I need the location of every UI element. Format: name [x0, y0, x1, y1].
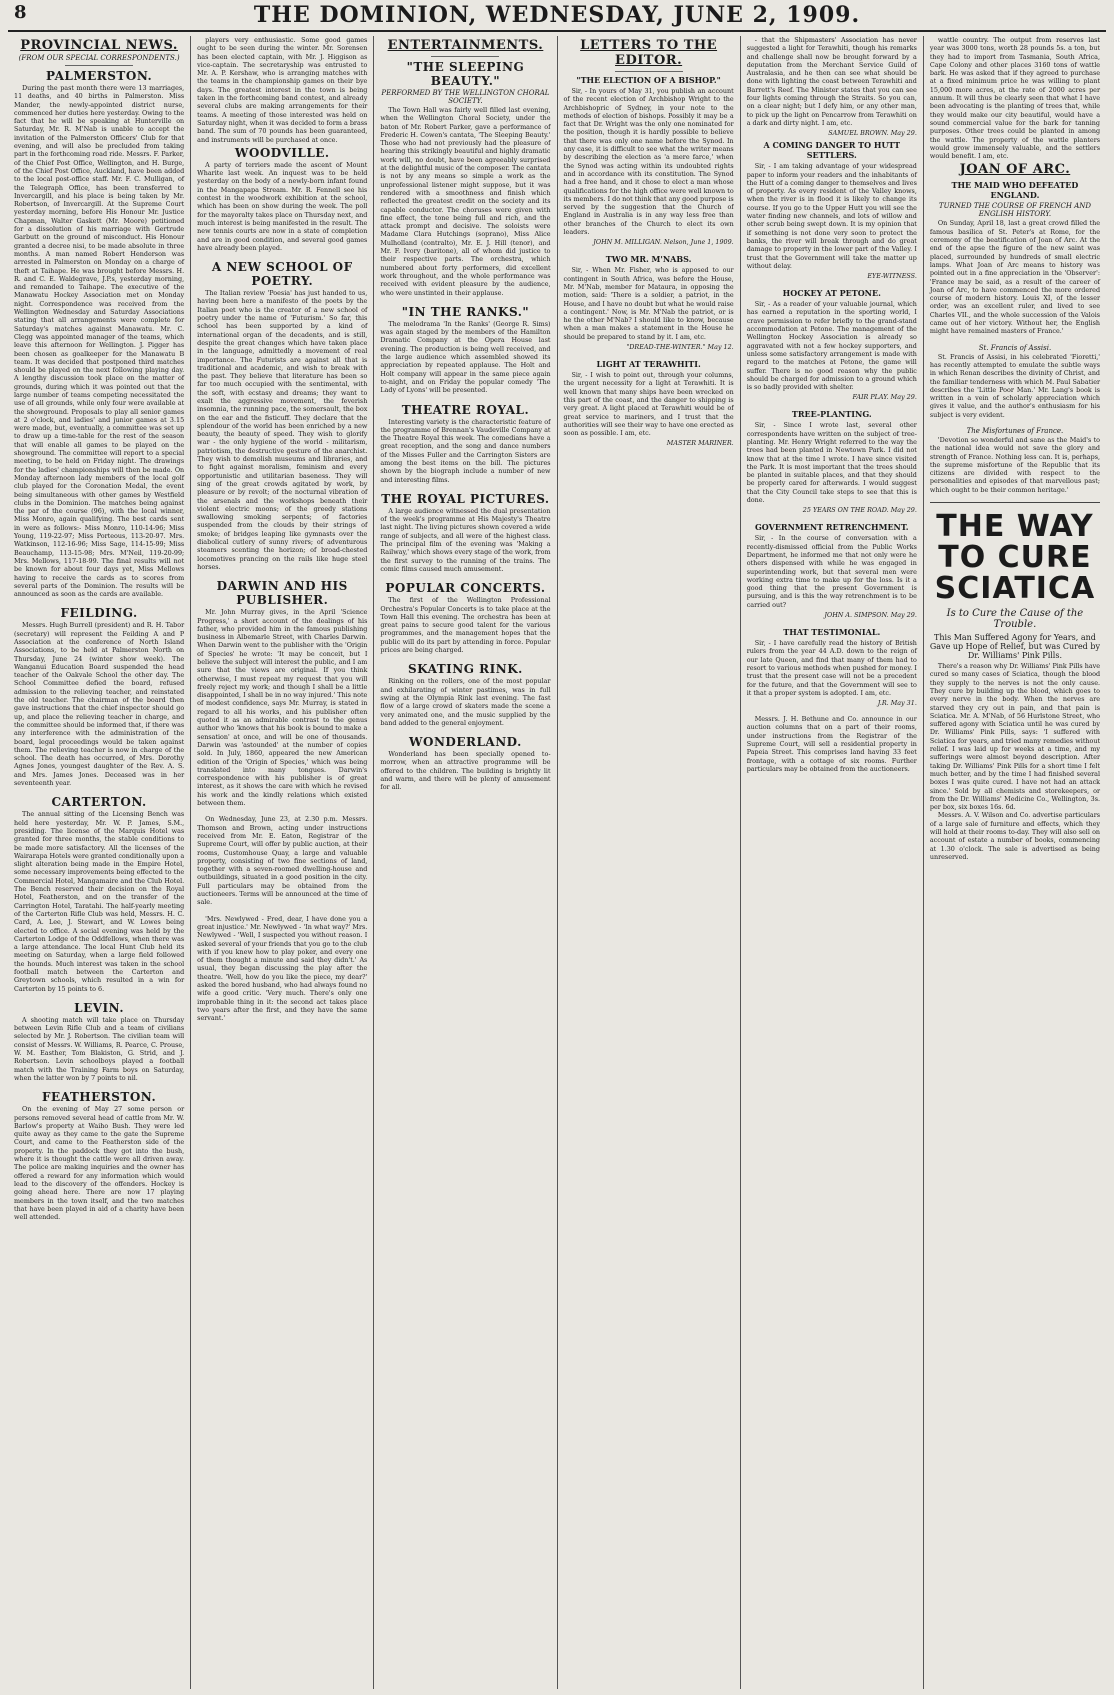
article — [197, 579, 367, 807]
section-header: ENTERTAINMENTS. — [387, 38, 544, 53]
letter-signature: J.R. May 31. — [877, 699, 917, 708]
article-heading: PALMERSTON. — [45, 69, 153, 83]
letter-signature: JOHN A. SIMPSON. May 29. — [824, 611, 917, 620]
column-news-continued — [191, 36, 374, 1689]
article — [930, 202, 1100, 335]
article-body: The annual sitting of the Licensing Bench was held here yesterday, Mr. W. P. James, S.M., presiding. The license of the Marquis Hotel was granted for three months, the stable conditions to be made more satisfactory. All the licenses of the Wairarapa Hotels were granted conditionally upon a slight alteration being made in the Empire Hotel, some necessary improvements being effected to the Commercial Hotel, Mangamaire and the Club Hotel. The Bench reserved their decision on the Royal Hotel, Featherston, and on the transfer of the Carrington Hotel, Taratahi. The half-yearly meeting of the Carterton Rifle Club was held, Messrs. H. C. Card, A. Lee, J. Stewart, and W. Lowes being elected to office. A social evening was held by the Carterton Lodge of the Oddfellows, when there was a large attendance. The local Hunt Club held its meeting on Saturday, when a large field followed the hounds. Much interest was taken in the school football match between the Carterton and Greytown schools, which resulted in a win for Carterton by 15 points to 6. — [14, 810, 185, 993]
article-body: A party of terriers made the ascent of Mount Wharite last week. An inquest was to be held yesterday on the body of a newly-born infant found in the Mangapapa Stream. Mr. R. Fennell see his contest in the woodwork exhibition at the school, which has been on show during the week. The poll for the mayoralty takes place on Thursday next, and much interest is being manifested in the result. The new tennis courts are now in a state of completion and are in good condition, and several good games have already been played. — [197, 160, 368, 252]
article — [380, 581, 550, 654]
article-body: 'Devotion so wonderful and sane as the Maid's to the national idea would not save the glory and strength of France. Nothing less can. It is, perhaps, the supreme misfortune of the Republic that its citizens are divided with respect to the personalities and episodes of that marvellous past; which ought to be their common heritage.' — [929, 435, 1101, 494]
letter-heading: LIGHT AT TERAWHITI. — [596, 359, 701, 370]
article-body: 'Mrs. Newlywed - Fred, dear, I have done you a great injustice.' Mr. Newlywed - 'In what way?' Mrs. Newlywed - 'Well, I suspected you without reason. I asked several of your friends that you go to the club with if you knew how to play poker, and every one of them thought a minute and said they didn't.' As usual, they began discussing the play after the theatre. 'Well, how do you like the piece, my dear?' asked the bored husband, who had always found no wife a good critic. 'Very much. There's only one improbable thing in it: the second act takes place two years after the first, and they have the same servant.' — [197, 914, 368, 1023]
article — [197, 915, 367, 1023]
column-joan-of-arc — [924, 36, 1106, 1689]
article-heading: St. Francis of Assisi. — [978, 343, 1052, 352]
letter-body: Sir, - Since I wrote last, several other correspondents have written on the subject of tree-planting. Mr. Henry Wright referred to the way the trees had been planted in Newtown Park. I did not know that at the time I wrote. I have since visited the Park. It is most important that the trees should be planted in suitable places, and that they should be properly cared for afterwards. I would suggest that the City Council take steps to see that this is done. — [746, 421, 917, 505]
section-header: JOAN OF ARC. — [959, 162, 1071, 178]
page-number: 8 — [14, 2, 27, 23]
letter-body: Sir, - I wish to point out, through your columns, the urgent necessity for a light at Terawhiti. It is well known that many ships have been wrecked on this part of the coast, and the danger to shipping is very great. A light placed at Terawhiti would be of great service to mariners, and I trust that the authorities will see their way to have one erected as soon as possible. I am, etc. — [563, 371, 734, 438]
article — [930, 344, 1100, 419]
article-heading: SKATING RINK. — [407, 662, 523, 677]
article-body: The Italian review 'Poesia' has just handed to us, having been here a manifesto of the poets by the Italian poet who is the creator of a new school of poetry under the name of 'Futurism.' So far, this school has been supported by a kind of international organ of the decadents, and is still, despite the great changes which have taken place in the language, admittedly a movement of real importance. The Futurists are against all that is traditional and academic, and wish to break with the past. They believe that literature has been so far too much occupied with the sentimental, with the soft, with ecstasy and dreams; they want to exalt the aggressive movement, the feverish insomnia, the running pace, the somersault, the box on the ear and the fisticuff. They declare that the splendour of the world has been enriched by a new beauty, the beauty of speed. They wish to glorify war - the only hygiene of the world - militarism, patriotism, the destructive gesture of the anarchist. They wish to demolish museums and libraries, and to fight against moralism, feminism and every opportunistic and utilitarian baseness. They will sing of the great crowds agitated by work, by pleasure or by revolt; of the nocturnal vibration of the arsenals and the workshops beneath their violent electric moons; of the greedy stations swallowing smoking serpents; of factories suspended from the clouds by their strings of smoke; of bridges leaping like gymnasts over the diabolical cutlery of sunny rivers; of adventurous steamers scenting the horizon; of broad-chested locomotives prancing on the rails like huge steel horses. — [197, 289, 368, 571]
letter — [564, 75, 734, 246]
letter-signature: FAIR PLAY. May 29. — [852, 393, 917, 402]
masthead — [8, 0, 1106, 32]
article — [380, 662, 550, 727]
auction-notice: Messrs. A. V. Wilson and Co. advertise particulars of a large sale of furniture and effects, which they will hold at their rooms to-day. They will also sell on account of estate a number of books, commencing at 1.30 o'clock. The sale is advertised as being unreserved. — [929, 811, 1101, 861]
column-entertainments — [374, 36, 557, 1689]
article-body: Rinking on the rollers, one of the most popular and exhilarating of winter pastimes, was in full swing at the Olympia Rink last evening. The fast flow of a large crowd of skaters made the scene a very animated one, and the music supplied by the band added to the general enjoyment. — [380, 677, 551, 727]
article — [197, 146, 367, 252]
article — [14, 1001, 184, 1082]
article-body: The melodrama 'In the Ranks' (George R. Sims) was again staged by the members of the Hamilton Dramatic Company at the Opera House last evening. The production is being well received, and the large audience which assembled showed its appreciation by repeated applause. The Holt and Holt company will appear in the same piece again to-night, and on Friday the popular comedy 'The Lady of Lyons' will be presented. — [380, 319, 551, 395]
article-body: St. Francis of Assisi, in his celebrated 'Fioretti,' has recently attempted to emulate the subtle ways in which Renan describes the divinity of Christ, and the familiar tenderness with which M. Paul Sabatier describes the 'Little Poor Man.' Mr. Lang's book is written in a vein of scholarly appreciation which gives it value, and the author's enthusiasm for his subject is very evident. — [929, 352, 1101, 419]
article-heading: THE ROYAL PICTURES. — [381, 491, 550, 506]
article — [930, 427, 1100, 494]
letter — [747, 627, 917, 707]
letter-signature: SAMUEL BROWN. May 29. — [828, 129, 917, 138]
letter-heading: HOCKEY AT PETONE. — [782, 288, 881, 299]
letter-heading: TWO MR. M'NABS. — [605, 254, 692, 265]
divider — [65, 65, 133, 66]
article-subheading: PERFORMED BY THE WELLINGTON CHORAL SOCIETY. — [381, 89, 550, 105]
article — [14, 606, 184, 787]
article — [380, 305, 550, 395]
letter-heading: GOVERNMENT RETRENCHMENT. — [754, 522, 909, 533]
article — [14, 795, 184, 993]
auction-notice: Messrs. J. H. Bethune and Co. announce in our auction columns that on a part of their rooms, under instructions from the Registrar of the Supreme Court, will sell a residential property in Papeia Street. This comprises land having 33 feet frontage, with a cottage of six rooms. Further particulars may be obtained from the auctioneers. — [746, 715, 917, 773]
letter — [747, 522, 917, 619]
article-body: A shooting match will take place on Thursday between Levin Rifle Club and a team of civilians selected by Mr. J. Robertson. The civilian team will consist of Messrs. W. Williams, R. Pearce, C. Prouse, W. M. Easther, Tom Blakiston, G. Strid, and J. Robertson. Levin schoolboys played a football match with the Training Farm boys on Saturday, when the latter won by 7 points to nil. — [14, 1015, 185, 1082]
section-header: PROVINCIAL NEWS. — [20, 38, 178, 53]
ad-subheadline-2: This Man Suffered Agony for Years, and Gave up Hope of Relief, but was Cured by Dr. Williams' Pink Pills. — [929, 633, 1100, 661]
columns — [8, 36, 1106, 1689]
article-heading: DARWIN AND HIS PUBLISHER. — [216, 579, 348, 608]
letter — [747, 409, 917, 514]
letter-heading: THAT TESTIMONIAL. — [783, 627, 881, 638]
article-heading: FEILDING. — [60, 606, 138, 621]
article — [380, 492, 550, 573]
article — [197, 815, 367, 906]
continued-text: wattle country. The output from reserves last year was 3000 tons, worth 28 pounds 5s. a ton, but they had to import from Tasmania, South Africa, Cape Colony and other places 3160 tons of wattle bark. He was asked that if they agreed to purchase at a fixed minimum price he was willing to plant 15,000 more acres, at the rate of 2000 acres per annum. It will thus be clearly seen that what I have been advocating is the planting of trees that, while they would make our city beautiful, would have a sound commercial value for the bark for tanning purposes. Other trees could be planted in among the wattle. The property of the wattle planters would grow immensely valuable, and the settlers would benefit. I am, etc. — [929, 36, 1101, 161]
article-heading: A NEW SCHOOL OF POETRY. — [211, 260, 353, 289]
article-heading: FEATHERSTON. — [42, 1090, 157, 1105]
article-heading: "THE SLEEPING BEAUTY." — [406, 60, 525, 88]
column-letters — [558, 36, 741, 1689]
letter-body: Sir, - I have carefully read the history of British rulers from the year 44 A.D. down to the reign of our late Queen, and find that many of them had to resort to various methods when pushed for money. I trust that the present case will not be a precedent for the future, and that the Government will see to it that a proper system is adopted. I am, etc. — [746, 639, 917, 697]
letter-signature: "DREAD-THE-WINTER." May 12. — [626, 343, 734, 352]
article — [380, 403, 550, 484]
article-heading: TURNED THE COURSE OF FRENCH AND ENGLISH HISTORY. — [938, 202, 1091, 219]
section-subheader: THE MAID WHO DEFEATED ENGLAND. — [951, 180, 1079, 201]
letter — [747, 140, 917, 280]
article — [197, 260, 367, 571]
section-subheader: (FROM OUR SPECIAL CORRESPONDENTS.) — [18, 54, 180, 62]
article-heading: WOODVILLE. — [234, 145, 330, 160]
article — [14, 69, 184, 598]
article-body: On Wednesday, June 23, at 2.30 p.m. Messrs. Thomson and Brown, acting under instructions received from Mr. E. Eaton, Registrar of the Supreme Court, will offer by public auction, at their rooms, Customhouse Quay, a large and valuable property, consisting of two fine sections of land, together with a seven-roomed dwelling-house and outbuildings, situated in a good position in the city. Full particulars may be obtained from the auctioneers. Terms will be announced at the time of sale. — [197, 815, 368, 907]
sciatica-advertisement — [930, 502, 1100, 811]
letter-signature: JOHN M. MILLIGAN. Nelson, June 1, 1909. — [593, 238, 734, 247]
article-body: Messrs. Hugh Burrell (president) and R. H. Tabor (secretary) will represent the Feilding A and P Association at the conference of North Island Associations, to be held at Palmerston North on Thursday, June 24 (winter show week). The Wanganui Education Board suspended the head teacher of the Oakvale School the other day. The School Committee defied the board, refused admission to the relieving teacher, and reinstated the old teacher. The chairman of the board then gave instructions that the chief inspector should go up, and place the relieving teacher in charge, and the committee should be informed that, if there was any interference with the administration of the board, legal proceedings would be taken against them. The relieving teacher is now in charge of the school. The death has occurred, of Mrs. Dorothy Agnes Jones, youngest daughter of the Rev. A. S. and Mrs. James Jones. Deceased was in her seventeenth year. — [14, 621, 185, 788]
divider — [431, 56, 499, 57]
article — [380, 60, 550, 297]
article-body: On the evening of May 27 some person or persons removed several head of cattle from Mr. W. Barlow's property at Waiho Bush. They were led quite away as they came to the gate the Supreme Court, and came to the Featherston side of the property. In the paddock they got into the bush, where it is thought the cattle were all driven away. The police are making inquiries and the owner has offered a reward for any information which would lead to the discovery of the offenders. Hockey is going ahead here. There are now 17 playing members in the town itself, and the two matches that have been played in aid of a charity have been well attended. — [14, 1105, 185, 1222]
letter-body: Sir, - When Mr. Fisher, who is apposed to our contingent in South Africa, was before the House, Mr. M'Nab, member for Mataura, in opposing the motion, said: 'There is a soldier, a patriot, in the House, and I have no doubt but what he would raise a contingent.' Now, is Mr. M'Nab the patriot, or is he the other M'Nab? I should like to know, because when a man makes a statement in the House he should be prepared to stand by it. I am, etc. — [563, 266, 734, 341]
letter-heading: A COMING DANGER TO HUTT SETTLERS. — [763, 140, 901, 161]
article-body: Interesting variety is the characteristic feature of the programme of Brennan's Vaudeville Company at the Theatre Royal this week. The comedians have a great reception, and the song and dance numbers of the Misses Fuller and the Carrington Sisters are among the best items on the bill. The pictures shown by the biograph include a number of new and interesting films. — [380, 417, 551, 484]
letter-body: Sir, - In yours of May 31, you publish an account of the recent election of Archbishop Wright to the Archbishopric of Sydney, in your note to the methods of election of bishops. Possibly it may be a fact that Dr. Wright was the only one nominated for the position, though it is hardly possible to believe that there was only one name before the Synod. In any case, it is difficult to see what the writer means by describing the election as 'a mere farce,' when the Synod was acting within its undoubted rights and in accordance with its constitution. The Synod had a free hand, and it chose to elect a man whose qualifications for the high office were well known to its members. I do not think that any good purpose is served by the suggestion that the Church of England in Australia is in any way less free than other branches of the Church to elect its own leaders. — [563, 87, 734, 237]
article-body: The Town Hall was fairly well filled last evening, when the Wellington Choral Society, under the baton of Mr. Robert Parker, gave a performance of Frederic H. Cowen's cantata, 'The Sleeping Beauty.' Those who had not previously had the pleasure of hearing this strikingly beautiful and highly dramatic work will, no doubt, have been agreeably surprised at the delightful music of the composer. The cantata is not by any means so simple a work as the unprofessional listener might suppose, but it was rendered with a smoothness and finish which reflected the greatest credit on the society and its capable conductor. The choruses were given with fine effect, the tone being full and rich, and the attack prompt and decisive. The soloists were Madame Clara Hutchings (soprano), Miss Alice Mulholland (contralto), Mr. E. J. Hill (tenor), and Mr. F. Ivory (baritone), all of whom did justice to their respective parts. The orchestra, which numbered about forty performers, did excellent work throughout, and the whole performance was received with evident pleasure by the audience, who were unstinted in their applause. — [380, 106, 551, 297]
letter-signature: 25 YEARS ON THE ROAD. May 29. — [802, 506, 917, 515]
section-header: LETTERS TO THE EDITOR. — [580, 38, 718, 68]
article-body: The first of the Wellington Professional Orchestra's Popular Concerts is to take place at the Town Hall this evening. The orchestra has been at great pains to secure good talent for the various programmes, and the management hopes that the public will do its part by attending in force. Popular prices are being charged. — [380, 596, 551, 655]
article-heading: The Misfortunes of France. — [966, 426, 1064, 435]
article — [380, 735, 550, 791]
column-provincial-news — [8, 36, 191, 1689]
letter-heading: "THE ELECTION OF A BISHOP." — [576, 75, 721, 85]
article — [14, 1090, 184, 1221]
masthead-title: THE DOMINION, WEDNESDAY, JUNE 2, 1909. — [253, 2, 861, 28]
article-heading: LEVIN. — [74, 1000, 125, 1015]
letter — [564, 359, 734, 447]
letter-body: Sir, - I am taking advantage of your widespread paper to inform your readers and the inhabitants of the Hutt of a coming danger to themselves and lives of property. As every resident of the Valley knows, when the river is in flood it is likely to change its course. If you go to the Upper Hutt you will see the water finding new channels, and lots of willow and other scrub being swept down. It is my opinion that if something is not done very soon to protect the banks, the river will break through and do great damage to property in the lower part of the Valley. I trust that the Government will take the matter up without delay. — [746, 162, 917, 270]
letter — [747, 288, 917, 401]
letter-body: Sir, - As a reader of your valuable journal, which has earned a reputation in the sporting world, I crave permission to refer briefly to the grand-stand accommodation at Petone. The management of the Wellington Hockey Association is already so aggravated with not a few hockey supporters, and unless some satisfactory arrangement is made with regard to the matches at Petone, the game will suffer. There is no good reason why the public should be charged for admission to a ground which is so badly provided with shelter. — [746, 300, 917, 392]
letter-body: Sir, - In the course of conversation with a recently-dismissed official from the Public Works Department, he informed me that not only were he others dispensed with while he was engaged in superintending work, but that several men were working extra time to make up for the loss. Is it a good thing that the present Government is pursuing, and is this the way retrenchment is to be carried out? — [746, 534, 917, 609]
article-body: Mr. John Murray gives, in the April 'Science Progress,' a short account of the dealings of his father, who provided him in the famous publishing business in Albemarle Street, with Charles Darwin. When Darwin went to the publisher with the 'Origin of Species' he wrote: 'It may be conceit, but I believe the subject will interest the public, and I am sure that the views are original. If you think otherwise, I must repeat my request that you will freely reject my work; and though I shall be a little disappointed, I shall be in no way injured.' This note of modest confidence, says Mr. Murray, is stated in regard to all his works, and his publisher often quoted it as an admirable contrast to the genus author who 'knows that his book is bound to make a sensation' at once, and will be one of thousands. Darwin was 'astounded' at the number of copies sold. In July, 1860, appeared the new American edition of the 'Origin of Species,' which was being translated into many tongues. Darwin's correspondence with his publisher is of great interest, as it shows the care with which he revised his work and the kindly relations which existed between them. — [197, 608, 368, 808]
ad-subheadline: Is to Cure the Cause of the Trouble. — [946, 608, 1084, 631]
divider — [615, 71, 683, 72]
article-heading: "IN THE RANKS." — [401, 304, 530, 319]
ad-headline: THE WAY TO CURE SCIATICA — [934, 509, 1096, 607]
ad-body: There's a reason why Dr. Williams' Pink Pills have cured so many cases of Sciatica, though the blood they supply to the nerves is not the only cause. They cure by building up the blood, which goes to every nerve in the body. When the nerves are starved they cry out in pain, and that pain is Sciatica. Mr. A. M'Nab, of 56 Hurlstone Street, who suffered agony with Sciatica until he was cured by Dr. Williams' Pink Pills, says: 'I suffered with Sciatica for years, and tried many remedies without relief. I was laid up for weeks at a time, and my sufferings were almost beyond description. After taking Dr. Williams' Pink Pills for a short time I felt much better, and by the time I had finished several boxes I was quite cured. I have not had an attack since.' Sold by all chemists and storekeepers, or from the Dr. Williams' Medicine Co., Wellington, 3s. per box, six boxes 16s. 6d. — [929, 662, 1101, 812]
continued-text: players very enthusiastic. Some good games ought to be seen during the winter. Mr. Sorensen has been elected captain, with Mr. J. Higgison as vice-captain. The secretaryship was entrusted to Mr. A. P. Kershaw, who is arranging matches with the teams in the championship games on their bye days. The greatest interest in the town is being taken in the forthcoming band contest, and already several clubs are making arrangements for their teams. A meeting of those interested was held on Saturday night, when it was decided to form a brass band. The sum of 70 pounds has been guaranteed, and instruments will be purchased at once. — [197, 36, 368, 144]
column-letters-continued — [741, 36, 924, 1689]
article-body: Wonderland has been specially opened to-morrow, when an attractive programme will be offered to the children. The building is brightly lit and warm, and there will be plenty of amusement for all. — [380, 750, 551, 792]
article-heading: THEATRE ROYAL. — [401, 402, 530, 417]
article-heading: CARTERTON. — [51, 795, 147, 810]
article-heading: POPULAR CONCERTS. — [385, 581, 546, 596]
letter-signature: MASTER MARINER. — [666, 439, 734, 448]
article-body: A large audience witnessed the dual presentation of the week's programme at His Majesty's Theatre last night. The living pictures shown covered a wide range of subjects, and all were of the highest class. The principal film of the evening was 'Making a Railway,' which shows every stage of the work, from the first survey to the running of the trains. The comic films caused much amusement. — [380, 506, 551, 573]
article-body: On Sunday, April 18, last a great crowd filled the famous basilica of St. Peter's at Rome, for the ceremony of the beatification of Joan of Arc. At the end of the apse the figure of the new saint was placed, surrounded by hundreds of small electric lamps. What Joan of Arc means to history was pointed out in a fine appreciation in the 'Observer': 'France may be said, as a result of the career of Joan of Arc, to have commenced the more ordered course of modern history. Louis XI, of the lesser order, was an excellent ruler, and lived to see Charles VII., and the whole succession of the Valois came out of her victory. Without her, the English might have remained masters of France.' — [929, 219, 1101, 336]
letter-heading: TREE-PLANTING. — [791, 409, 872, 420]
letter-signature: EYE-WITNESS. — [867, 272, 917, 281]
article-heading: WONDERLAND. — [409, 735, 522, 750]
article-body: During the past month there were 13 marriages, 11 deaths, and 40 births in Palmerston. Miss Mander, the newly-appointed district nurse, commenced her duties here yesterday. Owing to the fact that he will be speaking at Hunterville on Saturday, Mr. R. M'Nab is unable to accept the invitation of the Palmerston Officers' Club for that evening, and will also be precluded from taking part in the forthcoming road ride. Messrs. F. Parker, of the Chief Post Office, Wellington, and H. Burge, of the Chief Post Office, Auckland, have been added to the local post-office staff. Mr. F. C. Mulligan, of the Telegraph Office, has been transferred to Invercargill, and his place is being taken by Mr. Robertson, of Invercargill. At the Supreme Court yesterday morning, before His Honour Mr. Justice Chapman, Walter Gaskett (Mr. Moore) petitioned for a dissolution of his marriage with Gertrude Garbutt on the ground of misconduct. His Honour granted a decree nisi, to be made absolute in three months. A man named Robert Henderson was arrested in Palmerston on Monday on a charge of theft at Taihape. He was brought before Messrs. H. R. and C. E. Waldegrave, J.P.s, yesterday morning, and remanded to Taihape. The executive of the Manawatu Hockey Association met on Monday night. Correspondence was received from the Wellington Wednesday and Saturday Associations stating that all arrangements were complete for Saturday's matches against Manawatu. Mr. C. Clegg was appointed manager of the teams, which leave this afternoon for Wellington. J. Pigger has been chosen as goalkeeper for the Manawatu B team. It was decided that postponed third matches should be played on the next following playing day. A lengthy discussion took place on the matter of grounds, during which it was pointed out that the large number of teams competing necessitated the use of all grounds, while only four were available at the showground. Proposals to play all senior games at 2 o'clock, and ladies' and junior games at 3.15 were made, but, eventually, a committee was set up to draw up a time-table for the rest of the season that will enable all games to be played on the showground. The committee will report to a special meeting, to be held on Friday night. The drawings for the ladies' championships will then be made. On Monday afternoon lady members of the local golf club played for the Coronation Medal, the event being simultaneous with other games by Westfield clubs in the Dominion. The matches being against the par of the course (96), with the local winner, Miss Monro, again qualifying. The best cards sent in were as follows:- Miss Monro, 110-14-96; Miss Young, 119-22-97; Miss Porteous, 113-20-97. Mrs. Watkinson, 112-16-96; Miss Sage, 114-15-99; Miss Beauchamp, 113-15-98; Mrs. M'Neil, 119-20-99; Mrs. Mellows, 117-18-99. The final results will not be known for about four days yet, Miss Mellows having to receive the cards as to scores from several parts of the Dominion. The results will be announced as soon as the cards are available. — [14, 84, 185, 599]
continued-text: - that the Shipmasters' Association has never suggested a light for Terawhiti, though his remarks and challenge shall now be brought forward by a deputation from the Merchant Service Guild of Australasia, and he then can see what should be done with lighting the coast between Terawhiti and Barrett's Reef. The Minister states that you can see four lights coming through the Straits. So you can, on a clear night; but I defy him, or any other man, to pick up the light on Pencarrow from Terawhiti on a dark and dirty night. I am, etc. — [746, 36, 917, 127]
letter — [564, 254, 734, 351]
